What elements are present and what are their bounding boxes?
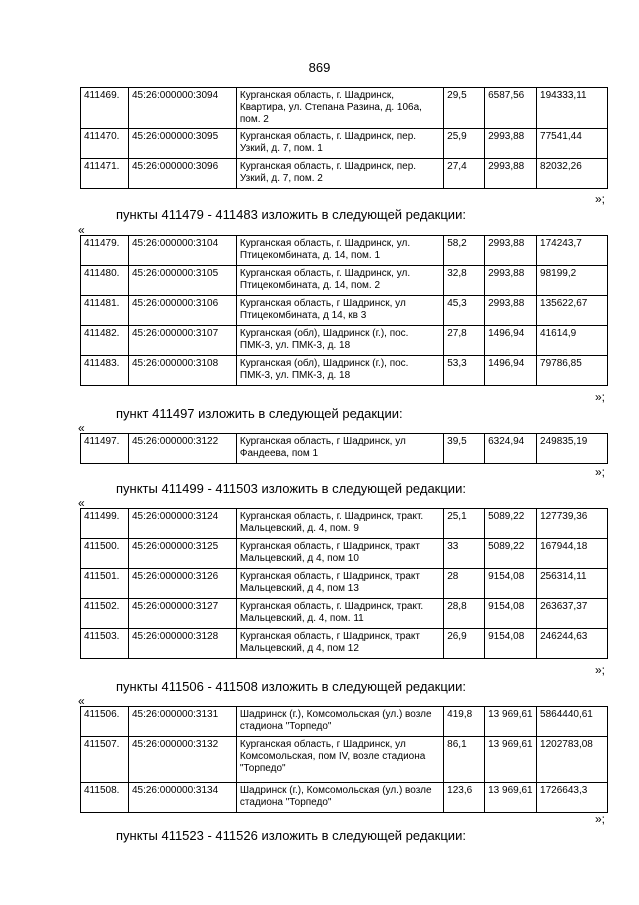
- cell-area: 53,3: [444, 356, 485, 386]
- cell-cadastral-value: 41614,9: [537, 326, 608, 356]
- cell-cadastral-number: 45:26:000000:3095: [128, 129, 236, 159]
- cell-cadastral-value: 1726643,3: [537, 783, 608, 813]
- cell-area: 45,3: [444, 296, 485, 326]
- table-row: [81, 266, 608, 296]
- cell-cadastral-number: 45:26:000000:3094: [128, 88, 236, 129]
- cell-area: 123,6: [444, 783, 485, 813]
- cell-cadastral-number: 45:26:000000:3134: [128, 783, 236, 813]
- cell-address: Шадринск (г.), Комсомольская (ул.) возле стадиона "Торпедо": [236, 783, 443, 813]
- page-number: 869: [308, 60, 331, 75]
- cell-item-number: 411497.: [81, 434, 129, 464]
- cell-item-number: 411471.: [81, 159, 129, 189]
- cell-cadastral-value: 263637,37: [537, 599, 608, 629]
- cell-address: Курганская область, г Шадринск, тракт Мальцевский, д 4, пом 12: [236, 629, 443, 659]
- table-row: [81, 236, 608, 266]
- cell-cadastral-value: 82032,26: [537, 159, 608, 189]
- cell-item-number: 411480.: [81, 266, 129, 296]
- cell-address: Курганская область, г Шадринск, ул Птицекомбината, д 14, кв 3: [236, 296, 443, 326]
- cell-unit-value: 2993,88: [485, 129, 537, 159]
- cell-area: 25,1: [444, 509, 485, 539]
- cell-item-number: 411501.: [81, 569, 129, 599]
- table-row: [81, 88, 608, 129]
- cell-address: Курганская область, г. Шадринск, ул. Птицекомбината, д. 14, пом. 1: [236, 236, 443, 266]
- cell-item-number: 411503.: [81, 629, 129, 659]
- cell-item-number: 411506.: [81, 707, 129, 737]
- cell-item-number: 411470.: [81, 129, 129, 159]
- cell-unit-value: 2993,88: [485, 236, 537, 266]
- cell-cadastral-value: 1202783,08: [537, 737, 608, 783]
- cell-unit-value: 13 969,61: [485, 783, 537, 813]
- opening-quote: «: [78, 421, 85, 435]
- cell-cadastral-number: 45:26:000000:3108: [128, 356, 236, 386]
- cell-area: 28: [444, 569, 485, 599]
- section-intro: пункты 411499 - 411503 изложить в следующей редакции:: [116, 481, 466, 496]
- table-row: [81, 599, 608, 629]
- cell-cadastral-number: 45:26:000000:3131: [128, 707, 236, 737]
- cell-address: Курганская область, г Шадринск, ул Фандеева, пом 1: [236, 434, 443, 464]
- cell-item-number: 411469.: [81, 88, 129, 129]
- section-intro: пункты 411506 - 411508 изложить в следующей редакции:: [116, 679, 466, 694]
- cell-item-number: 411479.: [81, 236, 129, 266]
- cell-address: Курганская область, г. Шадринск, ул. Птицекомбината, д. 14, пом. 2: [236, 266, 443, 296]
- cell-cadastral-number: 45:26:000000:3122: [128, 434, 236, 464]
- opening-quote: «: [78, 694, 85, 708]
- cell-address: Курганская область, г. Шадринск, тракт. Мальцевский, д. 4, пом. 9: [236, 509, 443, 539]
- registry-table-2: [80, 235, 608, 386]
- cell-unit-value: 6587,56: [485, 88, 537, 129]
- cell-cadastral-value: 98199,2: [537, 266, 608, 296]
- cell-unit-value: 1496,94: [485, 326, 537, 356]
- cell-cadastral-number: 45:26:000000:3104: [128, 236, 236, 266]
- cell-cadastral-number: 45:26:000000:3125: [128, 539, 236, 569]
- cell-address: Курганская (обл), Шадринск (г.), пос. ПМК-3, ул. ПМК-3, д. 18: [236, 326, 443, 356]
- cell-unit-value: 6324,94: [485, 434, 537, 464]
- cell-area: 86,1: [444, 737, 485, 783]
- closing-quote: »;: [594, 663, 605, 677]
- cell-address: Курганская область, г. Шадринск, тракт. Мальцевский, д. 4, пом. 11: [236, 599, 443, 629]
- cell-item-number: 411500.: [81, 539, 129, 569]
- cell-cadastral-number: 45:26:000000:3126: [128, 569, 236, 599]
- cell-item-number: 411483.: [81, 356, 129, 386]
- table-row: [81, 783, 608, 813]
- cell-item-number: 411507.: [81, 737, 129, 783]
- section-intro: пункты 411523 - 411526 изложить в следующей редакции:: [116, 828, 466, 843]
- closing-quote: »;: [594, 465, 605, 479]
- closing-quote: »;: [594, 390, 605, 404]
- cell-item-number: 411502.: [81, 599, 129, 629]
- cell-cadastral-number: 45:26:000000:3106: [128, 296, 236, 326]
- opening-quote: «: [78, 496, 85, 510]
- cell-area: 33: [444, 539, 485, 569]
- cell-cadastral-number: 45:26:000000:3107: [128, 326, 236, 356]
- cell-item-number: 411508.: [81, 783, 129, 813]
- cell-address: Шадринск (г.), Комсомольская (ул.) возле стадиона "Торпедо": [236, 707, 443, 737]
- cell-cadastral-number: 45:26:000000:3127: [128, 599, 236, 629]
- table-row: [81, 356, 608, 386]
- cell-cadastral-value: 5864440,61: [537, 707, 608, 737]
- cell-cadastral-value: 135622,67: [537, 296, 608, 326]
- table-row: [81, 296, 608, 326]
- cell-cadastral-number: 45:26:000000:3105: [128, 266, 236, 296]
- cell-area: 25,9: [444, 129, 485, 159]
- table-row: [81, 326, 608, 356]
- cell-unit-value: 5089,22: [485, 509, 537, 539]
- table-row: [81, 129, 608, 159]
- cell-item-number: 411499.: [81, 509, 129, 539]
- cell-address: Курганская (обл), Шадринск (г.), пос. ПМК-3, ул. ПМК-3, д. 18: [236, 356, 443, 386]
- cell-unit-value: 2993,88: [485, 159, 537, 189]
- cell-unit-value: 9154,08: [485, 599, 537, 629]
- registry-table-4: [80, 508, 608, 659]
- table-row: [81, 539, 608, 569]
- cell-address: Курганская область, г. Шадринск, пер. Узкий, д. 7, пом. 1: [236, 129, 443, 159]
- cell-address: Курганская область, г. Шадринск, пер. Узкий, д. 7, пом. 2: [236, 159, 443, 189]
- cell-cadastral-value: 127739,36: [537, 509, 608, 539]
- cell-cadastral-number: 45:26:000000:3128: [128, 629, 236, 659]
- cell-unit-value: 1496,94: [485, 356, 537, 386]
- cell-address: Курганская область, г Шадринск, тракт Мальцевский, д 4, пом 13: [236, 569, 443, 599]
- cell-cadastral-value: 167944,18: [537, 539, 608, 569]
- cell-area: 32,8: [444, 266, 485, 296]
- cell-cadastral-number: 45:26:000000:3132: [128, 737, 236, 783]
- cell-area: 58,2: [444, 236, 485, 266]
- cell-unit-value: 13 969,61: [485, 707, 537, 737]
- cell-area: 29,5: [444, 88, 485, 129]
- cell-unit-value: 2993,88: [485, 266, 537, 296]
- cell-cadastral-value: 246244,63: [537, 629, 608, 659]
- table-row: [81, 434, 608, 464]
- cell-unit-value: 9154,08: [485, 569, 537, 599]
- table-row: [81, 629, 608, 659]
- cell-cadastral-value: 249835,19: [537, 434, 608, 464]
- table-row: [81, 569, 608, 599]
- cell-cadastral-value: 79786,85: [537, 356, 608, 386]
- cell-area: 27,4: [444, 159, 485, 189]
- cell-cadastral-value: 256314,11: [537, 569, 608, 599]
- cell-cadastral-number: 45:26:000000:3096: [128, 159, 236, 189]
- cell-unit-value: 9154,08: [485, 629, 537, 659]
- cell-area: 39,5: [444, 434, 485, 464]
- cell-area: 27,8: [444, 326, 485, 356]
- cell-area: 26,9: [444, 629, 485, 659]
- cell-cadastral-value: 174243,7: [537, 236, 608, 266]
- cell-cadastral-value: 194333,11: [537, 88, 608, 129]
- cell-cadastral-number: 45:26:000000:3124: [128, 509, 236, 539]
- cell-address: Курганская область, г Шадринск, тракт Мальцевский, д 4, пом 10: [236, 539, 443, 569]
- table-row: [81, 159, 608, 189]
- section-intro: пункты 411479 - 411483 изложить в следующей редакции:: [116, 207, 466, 222]
- cell-item-number: 411482.: [81, 326, 129, 356]
- registry-table-3: [80, 433, 608, 464]
- table-row: [81, 509, 608, 539]
- cell-area: 28,8: [444, 599, 485, 629]
- cell-area: 419,8: [444, 707, 485, 737]
- cell-unit-value: 13 969,61: [485, 737, 537, 783]
- cell-address: Курганская область, г. Шадринск, Квартира, ул. Степана Разина, д. 106а, пом. 2: [236, 88, 443, 129]
- cell-address: Курганская область, г Шадринск, ул Комсомольская, пом IV, возле стадиона "Торпедо": [236, 737, 443, 783]
- registry-table-1: [80, 87, 608, 189]
- cell-cadastral-value: 77541,44: [537, 129, 608, 159]
- closing-quote: »;: [594, 812, 605, 826]
- table-row: [81, 737, 608, 783]
- cell-unit-value: 2993,88: [485, 296, 537, 326]
- opening-quote: «: [78, 223, 85, 237]
- cell-unit-value: 5089,22: [485, 539, 537, 569]
- registry-table-5: [80, 706, 608, 813]
- cell-item-number: 411481.: [81, 296, 129, 326]
- section-intro: пункт 411497 изложить в следующей редакции:: [116, 406, 403, 421]
- table-row: [81, 707, 608, 737]
- closing-quote: »;: [594, 192, 605, 206]
